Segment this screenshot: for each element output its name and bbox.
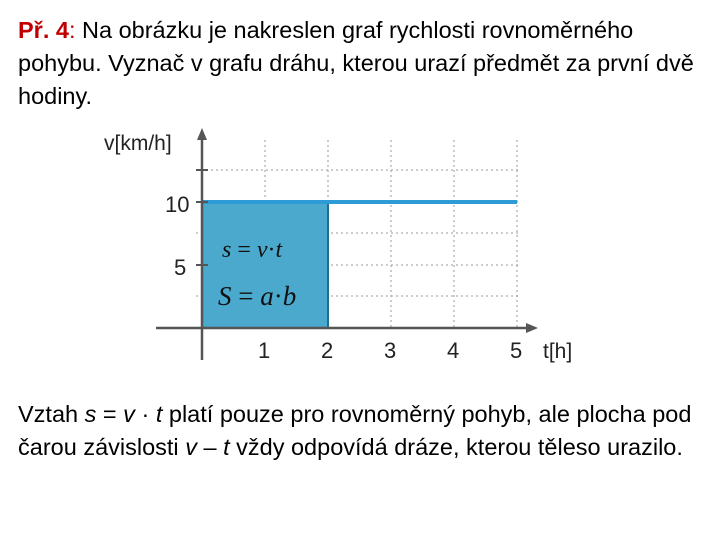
task-body: Na obrázku je nakreslen graf rychlosti rovnoměrného pohybu. Vyznač v grafu dráhu, kterou urazí předmět za první dvě hodiny. <box>18 17 694 109</box>
y-tick-label-5: 5 <box>174 255 187 280</box>
formula-1-s: s <box>222 237 232 263</box>
x-tick-label-5: 5 <box>510 338 523 363</box>
formula-2-dot: · <box>273 281 283 311</box>
y-axis-label: v[km/h] <box>104 132 172 155</box>
note-s: s <box>84 401 97 427</box>
task-colon: : <box>68 17 76 43</box>
formula-1-v: v <box>256 237 268 263</box>
x-axis-label: t[h] <box>543 340 573 363</box>
x-tick-label-2: 2 <box>321 338 334 363</box>
formula-1-t: t <box>275 237 283 263</box>
note-dash: – <box>196 434 224 460</box>
y-tick-label-10: 10 <box>165 192 190 217</box>
x-axis-arrow <box>526 323 538 333</box>
note-part3: vždy odpovídá dráze, kterou těleso urazilo. <box>229 434 683 460</box>
x-tick-label-1: 1 <box>258 338 271 363</box>
y-axis-arrow <box>197 128 207 140</box>
note-part1: Vztah <box>18 401 85 427</box>
formula-s-v-t <box>222 237 284 263</box>
formula-1-eq: = <box>231 237 257 263</box>
x-tick-label-3: 3 <box>384 338 397 363</box>
formula-2-s: S <box>218 281 232 311</box>
formula-S-a-b <box>218 281 296 311</box>
formula-2-b: b <box>282 281 297 311</box>
formula-2-a: a <box>260 281 274 311</box>
x-tick-label-4: 4 <box>447 338 460 363</box>
note-eq: = <box>96 401 124 427</box>
formula-2-eq: = <box>231 281 261 311</box>
note-text <box>18 398 713 464</box>
note-v: v <box>123 401 135 427</box>
note-t2: t <box>223 434 230 460</box>
formula-1-dot: · <box>267 237 276 263</box>
note-dot: · <box>134 401 156 427</box>
note-t: t <box>155 401 163 427</box>
note-v2: v <box>185 434 197 460</box>
task-label: Př. 4 <box>18 17 69 43</box>
note-part2: platí pouze pro rovnoměrný pohyb, ale plocha pod čarou závislosti <box>18 401 692 460</box>
